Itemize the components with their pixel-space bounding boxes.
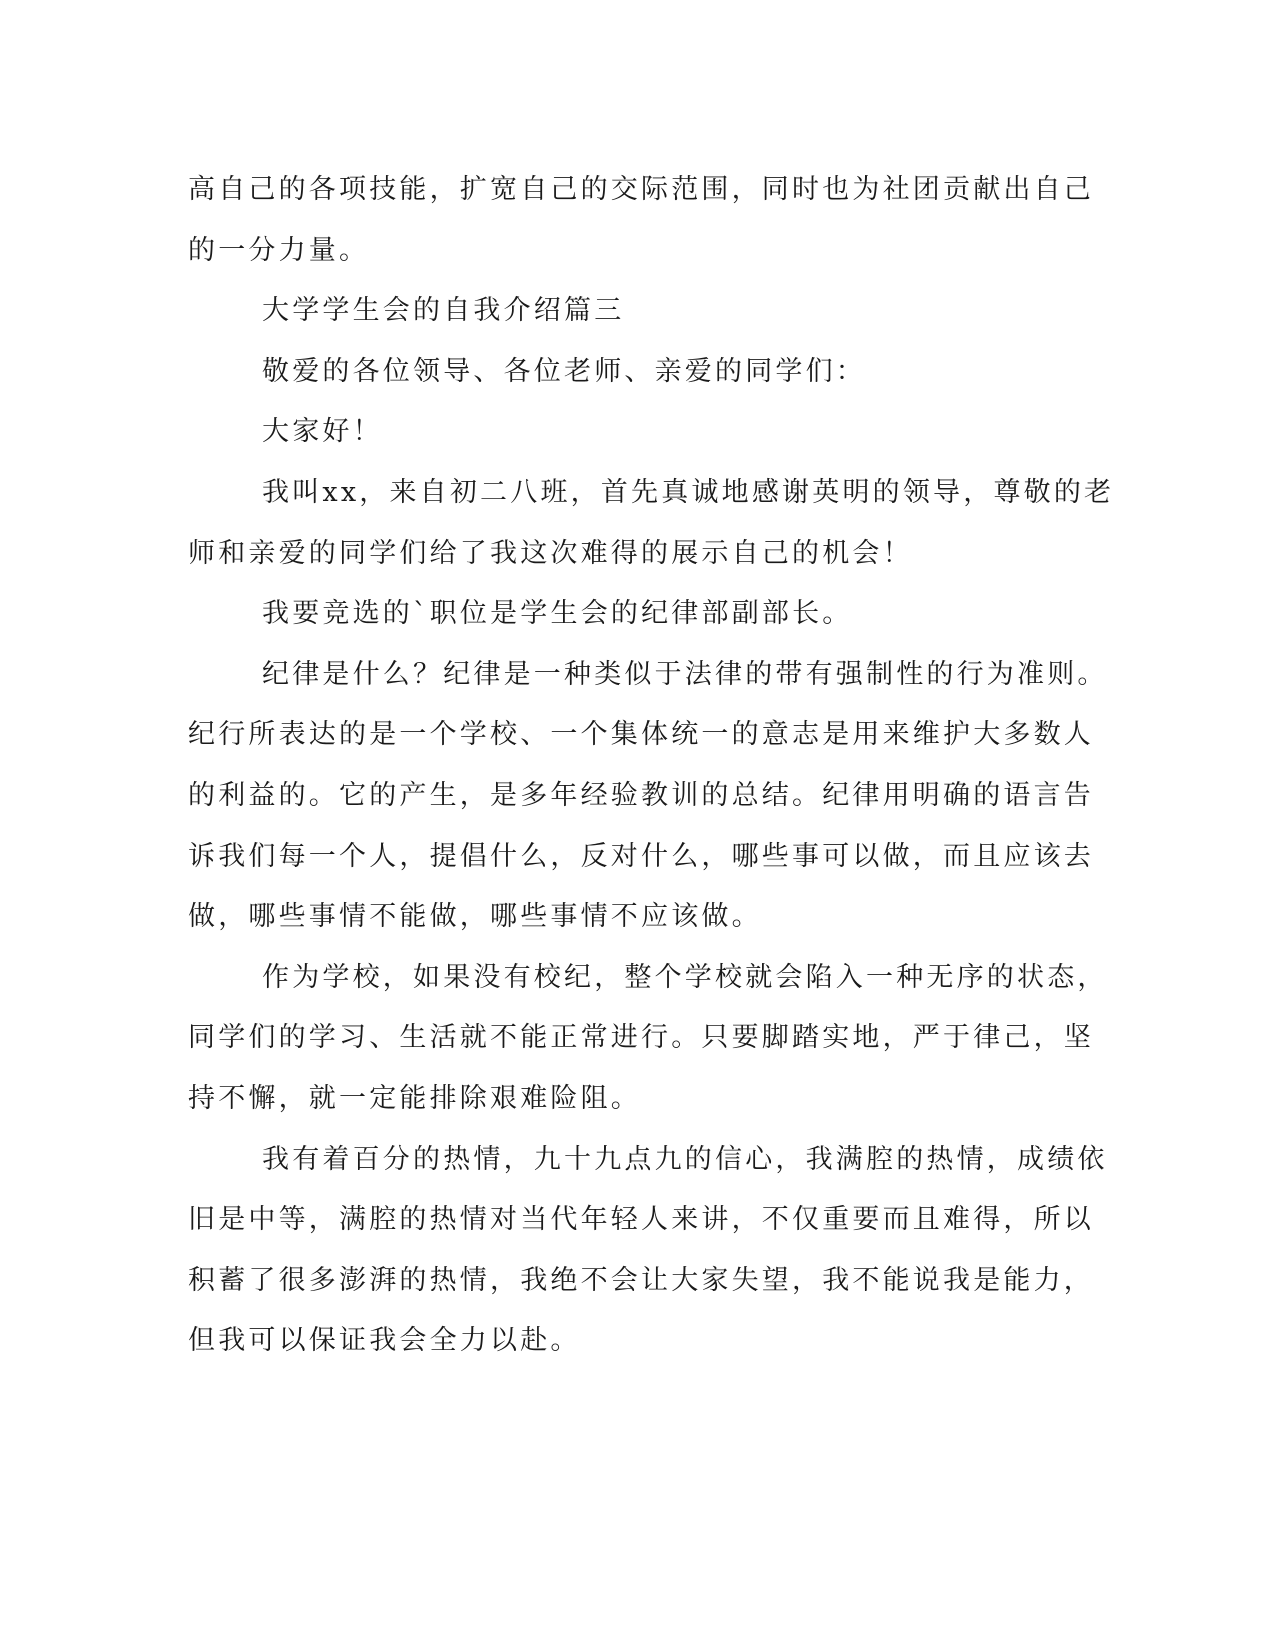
text-line: 的利益的。它的产生，是多年经验教训的总结。纪律用明确的语言告 [188, 780, 1094, 811]
greeting: 大家好！ [262, 416, 383, 447]
text-line: 旧是中等，满腔的热情对当代年轻人来讲，不仅重要而且难得，所以 [188, 1204, 1094, 1235]
salutation: 敬爱的各位领导、各位老师、亲爱的同学们： [262, 356, 866, 387]
text-line: 我有着百分的热情，九十九点九的信心，我满腔的热情，成绩依 [262, 1144, 1108, 1175]
text-line: 诉我们每一个人，提倡什么，反对什么，哪些事可以做，而且应该去 [188, 841, 1094, 872]
text-line: 高自己的各项技能，扩宽自己的交际范围，同时也为社团贡献出自己 [188, 174, 1094, 205]
text-line: 同学们的学习、生活就不能正常进行。只要脚踏实地，严于律己，坚 [188, 1022, 1094, 1053]
text-line: 做，哪些事情不能做，哪些事情不应该做。 [188, 901, 762, 932]
text-line: 我要竞选的`职位是学生会的纪律部副部长。 [262, 598, 853, 629]
text-line: 持不懈，就一定能排除艰难险阻。 [188, 1083, 641, 1114]
text-line: 师和亲爱的同学们给了我这次难得的展示自己的机会！ [188, 538, 913, 569]
text-line: 纪律是什么？纪律是一种类似于法律的带有强制性的行为准则。 [262, 659, 1108, 690]
text-line: 纪行所表达的是一个学校、一个集体统一的意志是用来维护大多数人 [188, 719, 1094, 750]
text-line: 积蓄了很多澎湃的热情，我绝不会让大家失望，我不能说我是能力， [188, 1265, 1094, 1296]
text-line: 我叫xx，来自初二八班，首先真诚地感谢英明的领导，尊敬的老 [262, 477, 1115, 508]
section-heading: 大学学生会的自我介绍篇三 [262, 295, 625, 326]
text-line: 作为学校，如果没有校纪，整个学校就会陷入一种无序的状态， [262, 962, 1108, 993]
text-line: 的一分力量。 [188, 235, 370, 266]
text-line: 但我可以保证我会全力以赴。 [188, 1325, 581, 1356]
